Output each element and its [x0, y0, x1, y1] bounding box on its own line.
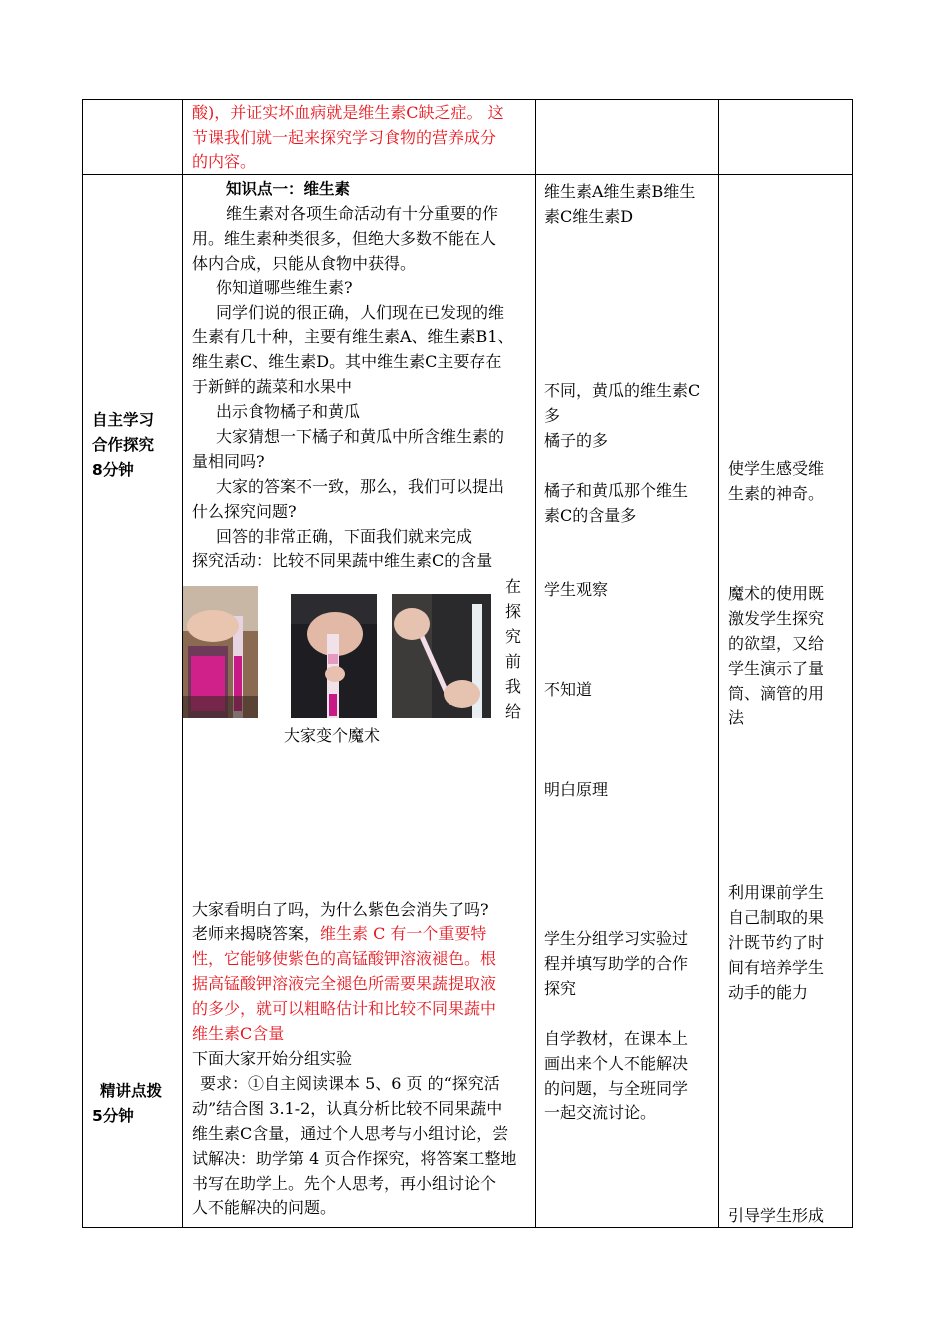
- intent-line: 生素的神奇。: [728, 484, 825, 503]
- student-line: 素C维生素D: [544, 207, 634, 226]
- intent-line: 使学生感受维: [728, 459, 825, 478]
- student-line: 画出来个人不能解决: [544, 1054, 689, 1073]
- body-text: 老师来揭晓答案，: [192, 924, 321, 943]
- student-line: 维生素A维生素B维生: [544, 182, 696, 201]
- body-line: 试解决：助学第 4 页合作探究，将答案工整地: [192, 1149, 517, 1168]
- magic-photo-1: [183, 586, 258, 718]
- red-line: 的多少，就可以粗略估计和比较不同果蔬中: [192, 999, 497, 1018]
- body-line: 出示食物橘子和黄瓜: [216, 402, 361, 421]
- body-line: 书写在助学上。先个人思考，再小组讨论个: [192, 1174, 497, 1193]
- intent-line: 学生演示了量: [728, 659, 825, 678]
- body-line: 大家看明白了吗，为什么紫色会消失了吗?: [192, 900, 489, 919]
- intent-line: 动手的能力: [728, 983, 809, 1002]
- intent-line: 魔术的使用既: [728, 584, 825, 603]
- body-line: 回答的非常正确，下面我们就来完成: [216, 527, 473, 546]
- student-line: 明白原理: [544, 780, 609, 799]
- intent-line: 的欲望，又给: [728, 634, 825, 653]
- table-border-right: [852, 99, 853, 1228]
- body-line: 维生素C、维生素D。其中维生素C主要存在: [192, 352, 502, 371]
- student-line: 程并填写助学的合作: [544, 954, 689, 973]
- student-line: 多: [544, 406, 561, 425]
- student-line: 探究: [544, 979, 577, 998]
- body-line: 动”结合图 3.1-2，认真分析比较不同果蔬中: [192, 1099, 503, 1118]
- student-line: 的问题，与全班同学: [544, 1079, 689, 1098]
- stage-label: 8分钟: [92, 461, 134, 479]
- magic-photo-2: [291, 594, 377, 718]
- intent-line: 筒、滴管的用: [728, 684, 825, 703]
- intent-line: 汁既节约了时: [728, 933, 825, 952]
- photo-caption: 大家变个魔术: [284, 726, 381, 745]
- body-line: 用。维生素种类很多，但绝大多数不能在人: [192, 229, 497, 248]
- red-line: 维生素C含量: [192, 1024, 285, 1043]
- body-line: 同学们说的很正确，人们现在已发现的维: [216, 303, 505, 322]
- stage-label: 合作探究: [92, 436, 155, 454]
- body-line: 维生素对各项生命活动有十分重要的作: [226, 204, 499, 223]
- student-line: 学生分组学习实验过: [544, 929, 689, 948]
- intro-line: 节课我们就一起来探究学习食物的营养成分: [192, 128, 497, 147]
- vertical-char: 究: [505, 627, 522, 646]
- body-line: 体内合成，只能从食物中获得。: [192, 254, 417, 273]
- body-line: 生素有几十种，主要有维生素A、维生素B1、: [192, 327, 514, 346]
- body-line: 什么探究问题?: [192, 502, 297, 521]
- body-line: 量相同吗?: [192, 452, 265, 471]
- intent-line: 利用课前学生: [728, 883, 825, 902]
- red-highlight: 维生素 C 有一个重要特: [320, 924, 487, 943]
- stage-label: 精讲点拨: [100, 1082, 163, 1100]
- vertical-char: 给: [505, 702, 522, 721]
- vertical-char: 我: [505, 677, 522, 696]
- intent-line: 自己制取的果: [728, 908, 825, 927]
- column-divider-2: [535, 99, 536, 1228]
- intent-line: 激发学生探究: [728, 609, 825, 628]
- student-line: 学生观察: [544, 580, 609, 599]
- student-line: 自学教材，在课本上: [544, 1029, 689, 1048]
- table-border-top: [82, 99, 853, 100]
- student-line: 橘子和黄瓜那个维生: [544, 481, 689, 500]
- vertical-char: 探: [505, 602, 522, 621]
- column-divider-3: [718, 99, 719, 1228]
- student-line: 素C的含量多: [544, 506, 637, 525]
- section-heading: 知识点一：维生素: [226, 180, 351, 198]
- body-line: 维生素C含量，通过个人思考与小组讨论，尝: [192, 1124, 509, 1143]
- intro-line: 的内容。: [192, 152, 257, 171]
- intent-line: 间有培养学生: [728, 958, 825, 977]
- student-line: 橘子的多: [544, 431, 609, 450]
- table-border-left: [82, 99, 83, 1228]
- red-line: 据高锰酸钾溶液完全褪色所需要果蔬提取液: [192, 974, 497, 993]
- body-line: 人不能解决的问题。: [192, 1198, 337, 1217]
- stage-label: 5分钟: [92, 1107, 134, 1125]
- vertical-char: 前: [505, 652, 522, 671]
- student-line: 不知道: [544, 680, 593, 699]
- stage-label: 自主学习: [92, 411, 155, 429]
- intro-line: 酸)，并证实坏血病就是维生素C缺乏症。 这: [192, 103, 504, 122]
- student-line: 一起交流讨论。: [544, 1103, 657, 1122]
- body-line: 于新鲜的蔬菜和水果中: [192, 377, 353, 396]
- body-line: [192, 922, 486, 947]
- magic-photo-3: [392, 594, 491, 718]
- body-line: 大家的答案不一致，那么，我们可以提出: [216, 477, 505, 496]
- body-line: 下面大家开始分组实验: [192, 1049, 353, 1068]
- student-line: 不同，黄瓜的维生素C: [544, 381, 701, 400]
- body-line: 探究活动：比较不同果蔬中维生素C的含量: [192, 551, 493, 570]
- vertical-char: 在: [505, 577, 522, 596]
- red-line: 性，它能够使紫色的高锰酸钾溶液褪色。根: [192, 949, 497, 968]
- body-line: 你知道哪些维生素?: [216, 278, 353, 297]
- intent-line: 法: [728, 708, 745, 727]
- body-line: 要求：①自主阅读课本 5、6 页 的“探究活: [200, 1074, 500, 1093]
- intent-line: 引导学生形成: [728, 1206, 825, 1225]
- body-line: 大家猜想一下橘子和黄瓜中所含维生素的: [216, 427, 505, 446]
